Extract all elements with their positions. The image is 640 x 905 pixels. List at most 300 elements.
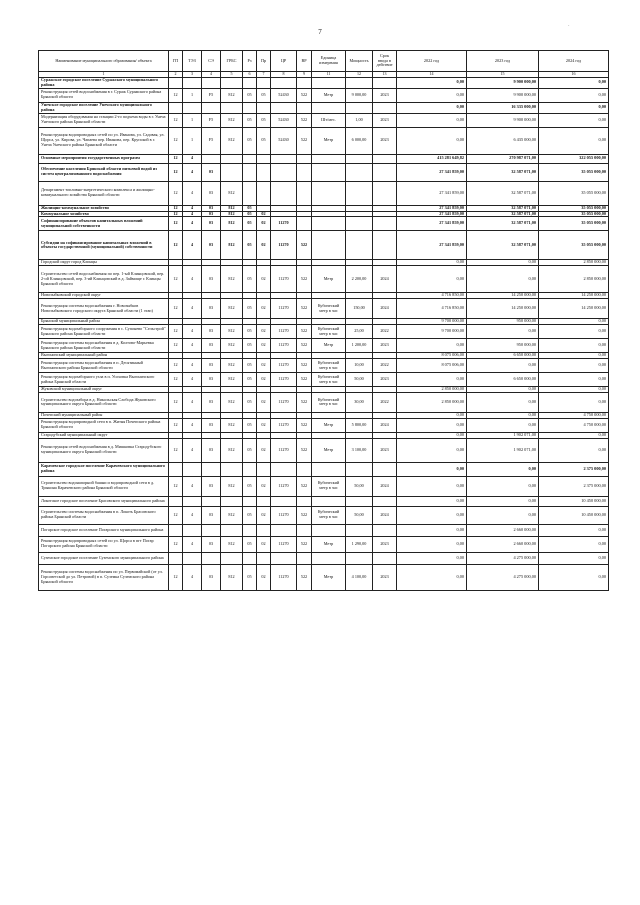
- tez-cell: 4: [183, 299, 202, 319]
- gp-cell: 12: [169, 325, 183, 339]
- unit-cell: Кубический метр в час: [312, 373, 346, 387]
- cr-cell: [271, 496, 297, 506]
- commission-year-cell: [373, 552, 397, 564]
- cr-cell: [271, 102, 297, 113]
- pr-cell: 02: [257, 299, 271, 319]
- gp-cell: 12: [169, 163, 183, 181]
- capacity-cell: [346, 181, 373, 205]
- unit-cell: Метр: [312, 127, 346, 154]
- tez-cell: 4: [183, 418, 202, 432]
- amount-2022-cell: 0,00: [397, 506, 467, 524]
- commission-year-cell: [373, 181, 397, 205]
- amount-2022-cell: 8 075 006,00: [397, 359, 467, 373]
- table-row: [39, 496, 609, 506]
- amount-2022-cell: 0,00: [397, 476, 467, 496]
- capacity-cell: [346, 78, 373, 89]
- capacity-cell: 1,00: [346, 113, 373, 127]
- rz-cell: 05: [243, 266, 257, 293]
- se-cell: 03: [202, 476, 221, 496]
- amount-2024-cell: 14 250 000,00: [539, 299, 609, 319]
- amount-2024-cell: 0,00: [539, 88, 609, 102]
- se-cell: [202, 552, 221, 564]
- se-cell: [202, 78, 221, 89]
- amount-2023-cell: 9 900 000,00: [467, 113, 539, 127]
- amount-2022-cell: 0,00: [397, 418, 467, 432]
- amount-2024-cell: 0,00: [539, 373, 609, 387]
- vr-cell: 522: [297, 339, 312, 353]
- table-row: [39, 552, 609, 564]
- commission-year-cell: 2022: [373, 392, 397, 412]
- amount-2022-cell: 2 850 000,00: [397, 387, 467, 393]
- commission-year-cell: 2023: [373, 438, 397, 462]
- amount-2022-cell: 27 341 859,00: [397, 205, 467, 211]
- cr-cell: [271, 524, 297, 536]
- grbs-cell: 812: [221, 113, 243, 127]
- amount-2022-cell: 0,00: [397, 260, 467, 266]
- object-name-cell: Департамент топливно-энергетического комплекса и жилищно-коммунального хозяйства Брянской области: [39, 181, 169, 205]
- rz-cell: 05: [243, 476, 257, 496]
- column-number: 2: [169, 72, 183, 78]
- table-row: [39, 154, 609, 163]
- unit-cell: [312, 552, 346, 564]
- se-cell: 03: [202, 211, 221, 217]
- rz-cell: 05: [243, 438, 257, 462]
- amount-2023-cell: 14 250 000,00: [467, 299, 539, 319]
- amount-2023-cell: 0,00: [467, 392, 539, 412]
- gp-cell: 12: [169, 339, 183, 353]
- rz-cell: 05: [243, 211, 257, 217]
- amount-2023-cell: 0,00: [467, 506, 539, 524]
- cr-cell: [271, 181, 297, 205]
- object-name-cell: Локотское городское поселение Брасовского муниципального района: [39, 496, 169, 506]
- amount-2024-cell: 0,00: [539, 78, 609, 89]
- object-name-cell: Софинансирование объектов капитальных вложений муниципальной собственности: [39, 217, 169, 231]
- cr-cell: [271, 552, 297, 564]
- table-row: [39, 88, 609, 102]
- pr-cell: [257, 496, 271, 506]
- tez-cell: 4: [183, 476, 202, 496]
- unit-cell: Кубический метр в час: [312, 392, 346, 412]
- rz-cell: [243, 154, 257, 163]
- commission-year-cell: [373, 524, 397, 536]
- tez-cell: 4: [183, 339, 202, 353]
- amount-2022-cell: 27 341 859,00: [397, 181, 467, 205]
- object-name-cell: Строительство системы водоснабжения в п. Локоть Брасовского района Брянской области: [39, 506, 169, 524]
- unit-cell: [312, 524, 346, 536]
- amount-2023-cell: 0,00: [467, 496, 539, 506]
- amount-2024-cell: 0,00: [539, 387, 609, 393]
- pr-cell: [257, 78, 271, 89]
- gp-cell: 12: [169, 127, 183, 154]
- column-number: 1: [39, 72, 169, 78]
- capacity-cell: 6 000,00: [346, 127, 373, 154]
- amount-2022-cell: 0,00: [397, 552, 467, 564]
- cr-cell: 11270: [271, 536, 297, 552]
- column-header: Единица измерения: [312, 51, 346, 72]
- capacity-cell: [346, 154, 373, 163]
- grbs-cell: 812: [221, 325, 243, 339]
- cr-cell: 11270: [271, 564, 297, 590]
- commission-year-cell: 2023: [373, 373, 397, 387]
- rz-cell: [243, 102, 257, 113]
- amount-2024-cell: 0,00: [539, 438, 609, 462]
- amount-2023-cell: 14 250 000,00: [467, 293, 539, 299]
- tez-cell: 4: [183, 438, 202, 462]
- pr-cell: [257, 552, 271, 564]
- column-number: 16: [539, 72, 609, 78]
- grbs-cell: [221, 496, 243, 506]
- rz-cell: 05: [243, 392, 257, 412]
- grbs-cell: 812: [221, 266, 243, 293]
- cr-cell: 52430: [271, 113, 297, 127]
- unit-cell: Метр: [312, 88, 346, 102]
- tez-cell: [183, 496, 202, 506]
- gp-cell: [169, 102, 183, 113]
- commission-year-cell: 2023: [373, 339, 397, 353]
- rz-cell: 05: [243, 359, 257, 373]
- pr-cell: 05: [257, 88, 271, 102]
- capacity-cell: 5 800,00: [346, 418, 373, 432]
- commission-year-cell: 2023: [373, 113, 397, 127]
- se-cell: 03: [202, 181, 221, 205]
- tez-cell: 4: [183, 266, 202, 293]
- rz-cell: 05: [243, 564, 257, 590]
- amount-2023-cell: 6 650 000,00: [467, 373, 539, 387]
- tez-cell: [183, 78, 202, 89]
- pr-cell: 02: [257, 373, 271, 387]
- commission-year-cell: 2022: [373, 325, 397, 339]
- table-row: [39, 536, 609, 552]
- se-cell: 03: [202, 392, 221, 412]
- gp-cell: 12: [169, 299, 183, 319]
- pr-cell: 02: [257, 211, 271, 217]
- column-number: 11: [312, 72, 346, 78]
- object-name-cell: Почепский муниципальный район: [39, 412, 169, 418]
- amount-2022-cell: 0,00: [397, 564, 467, 590]
- budget-table: [38, 50, 609, 591]
- object-name-cell: Реконструкция системы водоснабжения г. Новозыбков Новозыбковского городского округа Брянской области (1 этап): [39, 299, 169, 319]
- amount-2024-cell: 0,00: [539, 552, 609, 564]
- amount-2022-cell: 0,00: [397, 432, 467, 438]
- table-row: [39, 392, 609, 412]
- amount-2022-cell: 27 341 859,00: [397, 231, 467, 260]
- rz-cell: 05: [243, 506, 257, 524]
- amount-2024-cell: 10 450 000,00: [539, 496, 609, 506]
- cr-cell: [271, 163, 297, 181]
- commission-year-cell: [373, 496, 397, 506]
- amount-2022-cell: 0,00: [397, 78, 467, 89]
- se-cell: 03: [202, 506, 221, 524]
- commission-year-cell: [373, 102, 397, 113]
- grbs-cell: 812: [221, 181, 243, 205]
- vr-cell: 522: [297, 127, 312, 154]
- column-header: ТЭЗ: [183, 51, 202, 72]
- commission-year-cell: [373, 163, 397, 181]
- commission-year-cell: [373, 231, 397, 260]
- grbs-cell: 812: [221, 217, 243, 231]
- object-name-cell: Выгоничский муниципальный район: [39, 353, 169, 359]
- object-name-cell: Погарское городское поселение Погарского муниципального района: [39, 524, 169, 536]
- capacity-cell: 2 200,00: [346, 266, 373, 293]
- commission-year-cell: 2024: [373, 476, 397, 496]
- column-number: 6: [243, 72, 257, 78]
- cr-cell: [271, 462, 297, 476]
- amount-2022-cell: 0,00: [397, 339, 467, 353]
- commission-year-cell: 2023: [373, 536, 397, 552]
- object-name-cell: Реконструкция системы водоснабжения по ул. Первомайской (от ул. Горсоветской до ул. Петровой) в п. Суземка Суземского района Брянской области: [39, 564, 169, 590]
- grbs-cell: 812: [221, 231, 243, 260]
- table-row: [39, 476, 609, 496]
- column-number: 8: [271, 72, 297, 78]
- amount-2022-cell: 0,00: [397, 373, 467, 387]
- unit-cell: Метр: [312, 438, 346, 462]
- amount-2024-cell: 35 055 000,00: [539, 231, 609, 260]
- vr-cell: 522: [297, 325, 312, 339]
- tez-cell: 4: [183, 564, 202, 590]
- gp-cell: [169, 552, 183, 564]
- gp-cell: 12: [169, 88, 183, 102]
- amount-2023-cell: 32 587 071,00: [467, 181, 539, 205]
- vr-cell: 522: [297, 476, 312, 496]
- pr-cell: [257, 462, 271, 476]
- tez-cell: [183, 102, 202, 113]
- column-header: СЭ: [202, 51, 221, 72]
- capacity-cell: [346, 524, 373, 536]
- amount-2022-cell: 0,00: [397, 266, 467, 293]
- amount-2022-cell: 27 341 859,00: [397, 211, 467, 217]
- tez-cell: 4: [183, 373, 202, 387]
- commission-year-cell: 2023: [373, 88, 397, 102]
- amount-2024-cell: 0,00: [539, 325, 609, 339]
- vr-cell: [297, 181, 312, 205]
- amount-2023-cell: 0,00: [467, 325, 539, 339]
- grbs-cell: [221, 163, 243, 181]
- tez-cell: 4: [183, 205, 202, 211]
- table-row: [39, 359, 609, 373]
- capacity-cell: 4 100,00: [346, 564, 373, 590]
- vr-cell: [297, 163, 312, 181]
- rz-cell: [243, 181, 257, 205]
- pr-cell: [257, 524, 271, 536]
- cr-cell: 11270: [271, 418, 297, 432]
- rz-cell: 05: [243, 536, 257, 552]
- capacity-cell: [346, 496, 373, 506]
- table-row: [39, 373, 609, 387]
- amount-2024-cell: 322 055 000,00: [539, 154, 609, 163]
- tez-cell: 1: [183, 113, 202, 127]
- tez-cell: 4: [183, 181, 202, 205]
- vr-cell: 522: [297, 506, 312, 524]
- tez-cell: 4: [183, 231, 202, 260]
- amount-2023-cell: 32 587 071,00: [467, 231, 539, 260]
- pr-cell: [257, 163, 271, 181]
- capacity-cell: 3 100,00: [346, 438, 373, 462]
- commission-year-cell: 2024: [373, 299, 397, 319]
- amount-2022-cell: 4 716 850,00: [397, 293, 467, 299]
- rz-cell: [243, 496, 257, 506]
- tez-cell: 4: [183, 325, 202, 339]
- column-number: 13: [373, 72, 397, 78]
- amount-2024-cell: 0,00: [539, 353, 609, 359]
- page-number: 7: [318, 28, 322, 36]
- rz-cell: [243, 552, 257, 564]
- tez-cell: 4: [183, 163, 202, 181]
- amount-2022-cell: 0,00: [397, 113, 467, 127]
- vr-cell: 522: [297, 359, 312, 373]
- amount-2023-cell: 32 587 071,00: [467, 205, 539, 211]
- amount-2023-cell: 0,00: [467, 462, 539, 476]
- column-number: 9: [297, 72, 312, 78]
- amount-2024-cell: 0,00: [539, 564, 609, 590]
- se-cell: F5: [202, 127, 221, 154]
- amount-2023-cell: 9 900 000,00: [467, 88, 539, 102]
- grbs-cell: [221, 462, 243, 476]
- column-number: 15: [467, 72, 539, 78]
- object-name-cell: Унечское городское поселение Унечского муниципального района: [39, 102, 169, 113]
- amount-2024-cell: 35 055 000,00: [539, 211, 609, 217]
- tez-cell: 4: [183, 506, 202, 524]
- grbs-cell: 812: [221, 418, 243, 432]
- object-name-cell: Строительство водонапорной башни и водопроводной сети в д. Трыкина Карачевского района Брянской области: [39, 476, 169, 496]
- amount-2023-cell: 4 275 000,00: [467, 552, 539, 564]
- cr-cell: 11270: [271, 506, 297, 524]
- gp-cell: 12: [169, 211, 183, 217]
- pr-cell: 02: [257, 536, 271, 552]
- unit-cell: Шт/мес.: [312, 113, 346, 127]
- rz-cell: [243, 462, 257, 476]
- se-cell: 03: [202, 564, 221, 590]
- capacity-cell: 50,00: [346, 506, 373, 524]
- se-cell: [202, 524, 221, 536]
- pr-cell: 02: [257, 392, 271, 412]
- amount-2023-cell: 950 000,00: [467, 339, 539, 353]
- se-cell: 03: [202, 536, 221, 552]
- column-header: Наименование муниципального образования/ объекта: [39, 51, 169, 72]
- tez-cell: 1: [183, 88, 202, 102]
- commission-year-cell: 2024: [373, 418, 397, 432]
- column-number: 12: [346, 72, 373, 78]
- table-row: [39, 181, 609, 205]
- amount-2023-cell: 1 902 071,00: [467, 432, 539, 438]
- amount-2023-cell: 32 587 071,00: [467, 163, 539, 181]
- se-cell: [202, 102, 221, 113]
- object-name-cell: Основные мероприятия государственных программ: [39, 154, 169, 163]
- object-name-cell: Стародубский муниципальный округ: [39, 432, 169, 438]
- table-row: [39, 78, 609, 89]
- pr-cell: 02: [257, 359, 271, 373]
- grbs-cell: [221, 78, 243, 89]
- amount-2022-cell: 9 700 000,00: [397, 325, 467, 339]
- amount-2023-cell: 0,00: [467, 387, 539, 393]
- amount-2024-cell: 0,00: [539, 536, 609, 552]
- amount-2022-cell: 0,00: [397, 88, 467, 102]
- gp-cell: 12: [169, 205, 183, 211]
- rz-cell: 05: [243, 88, 257, 102]
- se-cell: [202, 154, 221, 163]
- unit-cell: [312, 102, 346, 113]
- grbs-cell: 812: [221, 205, 243, 211]
- object-name-cell: Обеспечение населения Брянской области питьевой водой из систем централизованного водоснабжения: [39, 163, 169, 181]
- amount-2022-cell: 8 075 006,00: [397, 353, 467, 359]
- grbs-cell: [221, 102, 243, 113]
- unit-cell: [312, 496, 346, 506]
- se-cell: [202, 496, 221, 506]
- grbs-cell: 812: [221, 211, 243, 217]
- amount-2023-cell: 0,00: [467, 359, 539, 373]
- capacity-cell: 150,00: [346, 299, 373, 319]
- object-name-cell: Реконструкция водопроводных сетей по ул. Щорса в пгт Погар Погарского района Брянской области: [39, 536, 169, 552]
- amount-2024-cell: 2 375 000,00: [539, 476, 609, 496]
- se-cell: 03: [202, 339, 221, 353]
- gp-cell: 12: [169, 217, 183, 231]
- column-header: 2024 год: [539, 51, 609, 72]
- amount-2022-cell: 0,00: [397, 462, 467, 476]
- unit-cell: Метр: [312, 564, 346, 590]
- commission-year-cell: [373, 154, 397, 163]
- amount-2024-cell: 0,00: [539, 392, 609, 412]
- vr-cell: [297, 552, 312, 564]
- vr-cell: 522: [297, 113, 312, 127]
- amount-2023-cell: 16 335 000,00: [467, 102, 539, 113]
- grbs-cell: [221, 524, 243, 536]
- amount-2024-cell: 35 055 000,00: [539, 217, 609, 231]
- capacity-cell: [346, 102, 373, 113]
- object-name-cell: Модернизация оборудования на станции 2-го подъема воды в г. Унеча Унечского района Брянской области: [39, 113, 169, 127]
- unit-cell: Кубический метр в час: [312, 476, 346, 496]
- cr-cell: 11270: [271, 266, 297, 293]
- pr-cell: 02: [257, 339, 271, 353]
- gp-cell: 12: [169, 392, 183, 412]
- cr-cell: 52430: [271, 127, 297, 154]
- gp-cell: [169, 524, 183, 536]
- cr-cell: 11270: [271, 476, 297, 496]
- se-cell: 03: [202, 163, 221, 181]
- amount-2023-cell: 270 987 071,00: [467, 154, 539, 163]
- grbs-cell: 812: [221, 339, 243, 353]
- se-cell: 03: [202, 231, 221, 260]
- amount-2023-cell: 0,00: [467, 266, 539, 293]
- gp-cell: 12: [169, 113, 183, 127]
- capacity-cell: 9 000,00: [346, 88, 373, 102]
- vr-cell: 522: [297, 88, 312, 102]
- header-row: [39, 51, 609, 72]
- amount-2024-cell: 2 375 000,00: [539, 462, 609, 476]
- rz-cell: [243, 78, 257, 89]
- column-header: 2022 год: [397, 51, 467, 72]
- object-name-cell: Субсидии на софинансирование капитальных вложений в объекты государственной (муниципальной) собственности: [39, 231, 169, 260]
- grbs-cell: 812: [221, 373, 243, 387]
- amount-2022-cell: 0,00: [397, 524, 467, 536]
- amount-2023-cell: 32 587 071,00: [467, 211, 539, 217]
- corner-mark: ·: [568, 24, 570, 29]
- table-row: [39, 102, 609, 113]
- vr-cell: 522: [297, 536, 312, 552]
- rz-cell: 05: [243, 127, 257, 154]
- se-cell: 03: [202, 373, 221, 387]
- cr-cell: [271, 154, 297, 163]
- vr-cell: [297, 154, 312, 163]
- capacity-cell: [346, 217, 373, 231]
- capacity-cell: [346, 552, 373, 564]
- pr-cell: 02: [257, 231, 271, 260]
- commission-year-cell: 2022: [373, 359, 397, 373]
- capacity-cell: [346, 163, 373, 181]
- gp-cell: 12: [169, 154, 183, 163]
- amount-2024-cell: 35 055 000,00: [539, 205, 609, 211]
- capacity-cell: 50,00: [346, 373, 373, 387]
- amount-2023-cell: 4 275 000,00: [467, 564, 539, 590]
- amount-2023-cell: 2 660 000,00: [467, 524, 539, 536]
